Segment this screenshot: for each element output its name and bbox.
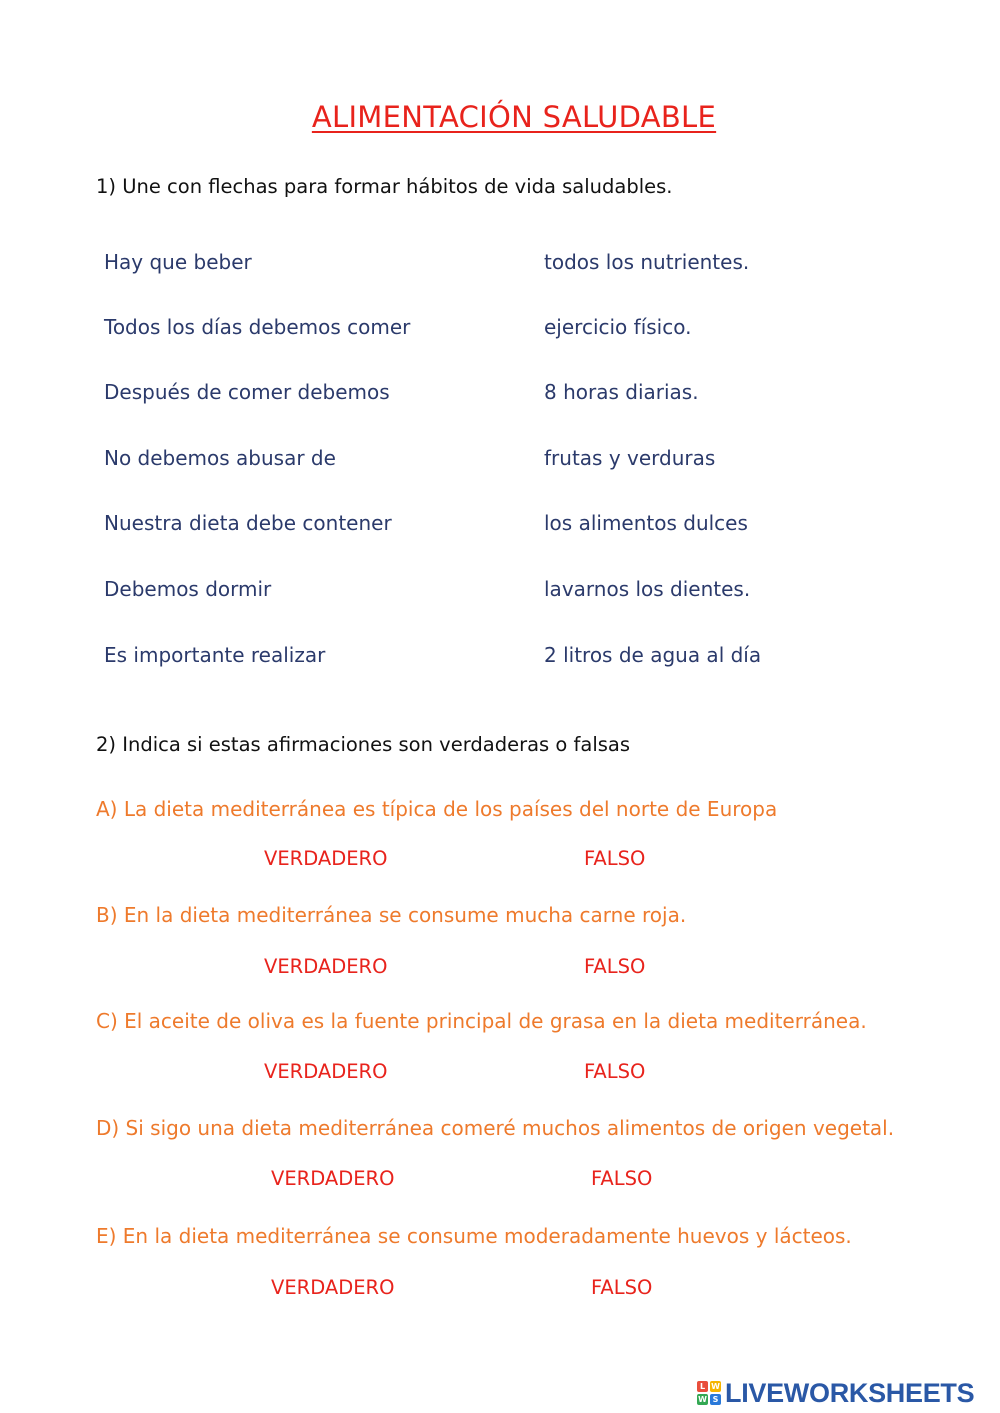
logo-tile: W xyxy=(711,1382,720,1391)
false-option-a[interactable]: FALSO xyxy=(584,847,646,870)
logo-tile: S xyxy=(710,1394,721,1405)
match-left-item[interactable]: Hay que beber xyxy=(104,250,252,274)
true-option-e[interactable]: VERDADERO xyxy=(271,1276,395,1299)
false-option-b[interactable]: FALSO xyxy=(584,955,646,978)
match-left-item[interactable]: Todos los días debemos comer xyxy=(104,315,411,339)
match-left-item[interactable]: Después de comer debemos xyxy=(104,380,390,404)
statement-c: C) El aceite de oliva es la fuente principal de grasa en la dieta mediterránea. xyxy=(96,1009,867,1033)
false-option-e[interactable]: FALSO xyxy=(591,1276,653,1299)
match-right-item[interactable]: lavarnos los dientes. xyxy=(544,577,751,601)
logo-tile: W xyxy=(698,1395,707,1404)
match-right-item[interactable]: todos los nutrientes. xyxy=(544,250,750,274)
liveworksheets-logo xyxy=(697,1377,974,1409)
statement-b: B) En la dieta mediterránea se consume mucha carne roja. xyxy=(96,903,687,927)
match-right-item[interactable]: los alimentos dulces xyxy=(544,511,748,535)
statement-d: D) Si sigo una dieta mediterránea comeré muchos alimentos de origen vegetal. xyxy=(96,1116,895,1140)
logo-tile: L xyxy=(697,1381,708,1392)
false-option-c[interactable]: FALSO xyxy=(584,1060,646,1083)
true-option-c[interactable]: VERDADERO xyxy=(264,1060,388,1083)
match-right-item[interactable]: 8 horas diarias. xyxy=(544,380,699,404)
liveworksheets-logo-icon xyxy=(697,1381,721,1405)
statement-e: E) En la dieta mediterránea se consume moderadamente huevos y lácteos. xyxy=(96,1224,852,1248)
question-2-heading: 2) Indica si estas afirmaciones son verdaderas o falsas xyxy=(96,733,631,756)
match-left-item[interactable]: Debemos dormir xyxy=(104,577,272,601)
match-right-item[interactable]: frutas y verduras xyxy=(544,446,716,470)
true-option-a[interactable]: VERDADERO xyxy=(264,847,388,870)
match-right-item[interactable]: ejercicio físico. xyxy=(544,315,692,339)
true-option-d[interactable]: VERDADERO xyxy=(271,1167,395,1190)
statement-a: A) La dieta mediterránea es típica de los países del norte de Europa xyxy=(96,797,778,821)
question-1-heading: 1) Une con flechas para formar hábitos de vida saludables. xyxy=(96,175,673,198)
match-left-item[interactable]: Nuestra dieta debe contener xyxy=(104,511,392,535)
match-left-item[interactable]: No debemos abusar de xyxy=(104,446,336,470)
match-left-item[interactable]: Es importante realizar xyxy=(104,643,326,667)
match-right-item[interactable]: 2 litros de agua al día xyxy=(544,643,762,667)
true-option-b[interactable]: VERDADERO xyxy=(264,955,388,978)
logo-wordmark: LIVEWORKSHEETS xyxy=(725,1377,975,1408)
worksheet-title: ALIMENTACIÓN SALUDABLE xyxy=(311,100,717,134)
false-option-d[interactable]: FALSO xyxy=(591,1167,653,1190)
